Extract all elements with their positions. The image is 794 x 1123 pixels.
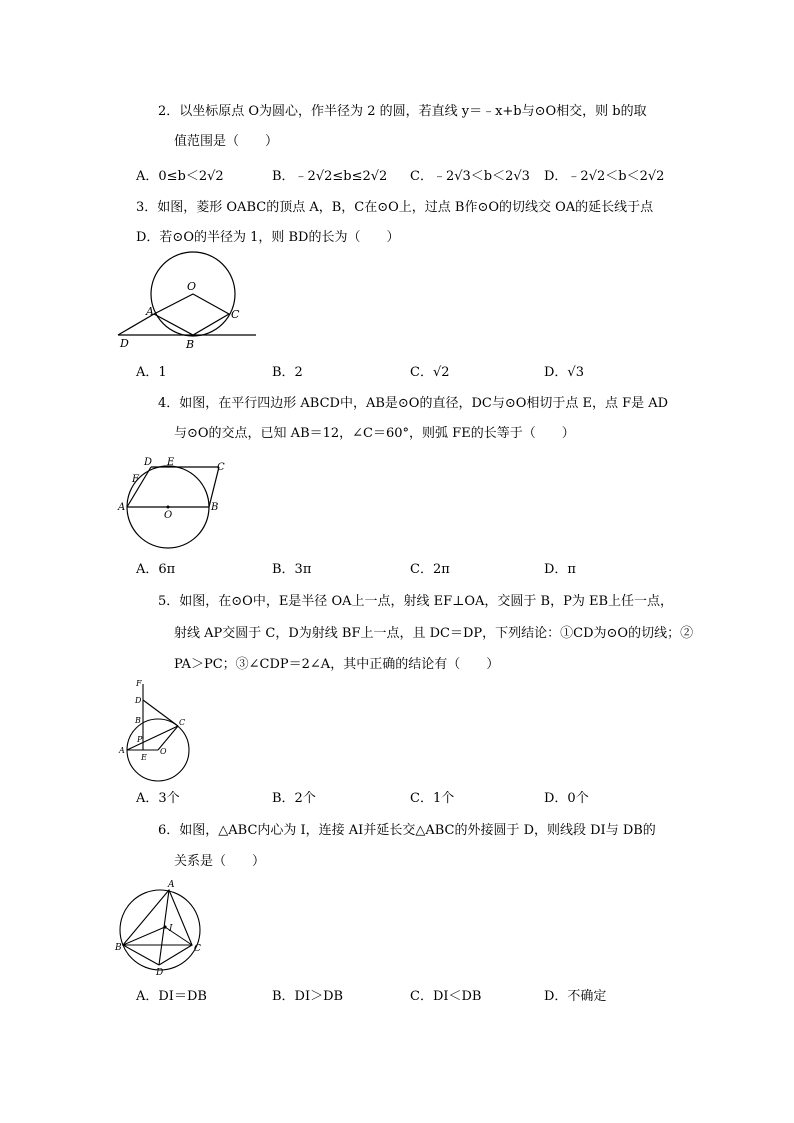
q4-option-c: C．2π (410, 562, 450, 577)
q5-line-1: 5．如图，在⊙O中，E是半径 OA上一点，射线 EF⊥OA，交圆于 B，P为 EB上任一点， (158, 594, 674, 609)
q6-figure (112, 876, 212, 980)
q5-label-p: P (137, 735, 143, 744)
q5-segment-dc (143, 700, 178, 726)
q5-figure (116, 676, 206, 786)
q6-label-i: I (169, 924, 173, 934)
q6-label-a: A (168, 880, 175, 890)
q3-label-b: B (186, 338, 195, 351)
q3-option-a: A．1 (136, 365, 167, 380)
q6-incenter-dot (163, 925, 166, 928)
q6-label-d: D (156, 968, 164, 978)
q2-option-c: C．﹣2√3＜b＜2√3 (410, 169, 530, 184)
q4-side-ad (127, 467, 151, 507)
q3-option-c: C．√2 (410, 365, 450, 380)
q5-line-3: PA＞PC；③∠CDP＝2∠A，其中正确的结论有（ ） (174, 657, 500, 672)
q2-option-d: D．﹣2√2＜b＜2√2 (544, 169, 665, 184)
q4-label-d: D (144, 457, 153, 468)
q6-line-2: 关系是（ ） (174, 854, 266, 869)
q6-option-a: A．DI＝DB (136, 989, 207, 1004)
q5-label-o: O (160, 747, 167, 756)
q4-center-dot (167, 506, 170, 509)
q2-line-2: 值范围是（ ） (174, 134, 279, 149)
q6-option-d: D．不确定 (544, 989, 607, 1004)
q4-option-a: A．6π (136, 562, 176, 577)
q3-rhombus (154, 294, 229, 335)
q4-option-b: B．3π (272, 562, 312, 577)
q4-option-d: D．π (544, 562, 576, 577)
q3-label-a: A (146, 305, 154, 318)
q3-label-o: O (187, 280, 197, 293)
q5-option-c: C．1个 (410, 791, 455, 806)
q5-label-b: B (135, 716, 141, 725)
q3-line-1: 3．如图，菱形 OABC的顶点 A，B，C在⊙O上，过点 B作⊙O的切线交 OA的延长线于点 (136, 200, 654, 215)
q6-segment-bi (123, 927, 165, 945)
q5-label-f: F (136, 679, 142, 688)
q3-label-c: C (231, 308, 240, 321)
q3-option-d: D．√3 (544, 365, 584, 380)
q6-line-1: 6．如图，△ABC内心为 I，连接 AI并延长交△ABC的外接圆于 D，则线段 DI与 DB的 (158, 823, 656, 838)
q4-label-c: C (217, 462, 225, 473)
q4-figure (112, 455, 242, 555)
q3-figure (110, 252, 270, 352)
q5-option-d: D．0个 (544, 791, 589, 806)
q6-option-b: B．DI＞DB (272, 989, 344, 1004)
q5-label-e: E (141, 753, 147, 762)
q6-label-c: C (194, 944, 201, 954)
q4-label-e: E (167, 457, 175, 468)
q4-side-bc (209, 467, 219, 507)
q5-option-b: B．2个 (272, 791, 316, 806)
q5-label-a: A (119, 746, 125, 755)
q2-option-b: B．﹣2√2≤b≤2√2 (272, 169, 388, 184)
q4-label-b: B (211, 502, 219, 513)
q3-option-b: B．2 (272, 365, 303, 380)
q4-line-1: 4．如图，在平行四边形 ABCD中，AB是⊙O的直径，DC与⊙O相切于点 E，点 F是 AD (158, 396, 669, 411)
q4-label-a: A (118, 502, 126, 513)
q2-option-a: A．0≤b＜2√2 (136, 169, 224, 184)
q3-label-d: D (120, 337, 129, 350)
q4-label-f: F (132, 474, 139, 485)
q6-option-c: C．DI＜DB (410, 989, 482, 1004)
q4-line-2: 与⊙O的交点，已知 AB＝12，∠C＝60°，则弧 FE的长等于（ ） (174, 426, 575, 441)
q5-line-2: 射线 AP交圆于 C，D为射线 BF上一点，且 DC＝DP，下列结论：①CD为⊙O的切线；② (174, 626, 694, 641)
q5-option-a: A．3个 (136, 791, 180, 806)
q6-triangle-abc (123, 890, 192, 945)
q3-line-2: D．若⊙O的半径为 1，则 BD的长为（ ） (136, 230, 400, 245)
q5-label-c: C (179, 718, 186, 727)
q4-label-o: O (164, 510, 173, 521)
q2-line-1: 2．以坐标原点 O为圆心，作半径为 2 的圆，若直线 y＝﹣x+b与⊙O相交，则 b的取 (158, 104, 647, 119)
q6-segment-cd (159, 945, 192, 965)
q5-label-d: D (135, 696, 142, 705)
q6-label-b: B (115, 943, 122, 953)
